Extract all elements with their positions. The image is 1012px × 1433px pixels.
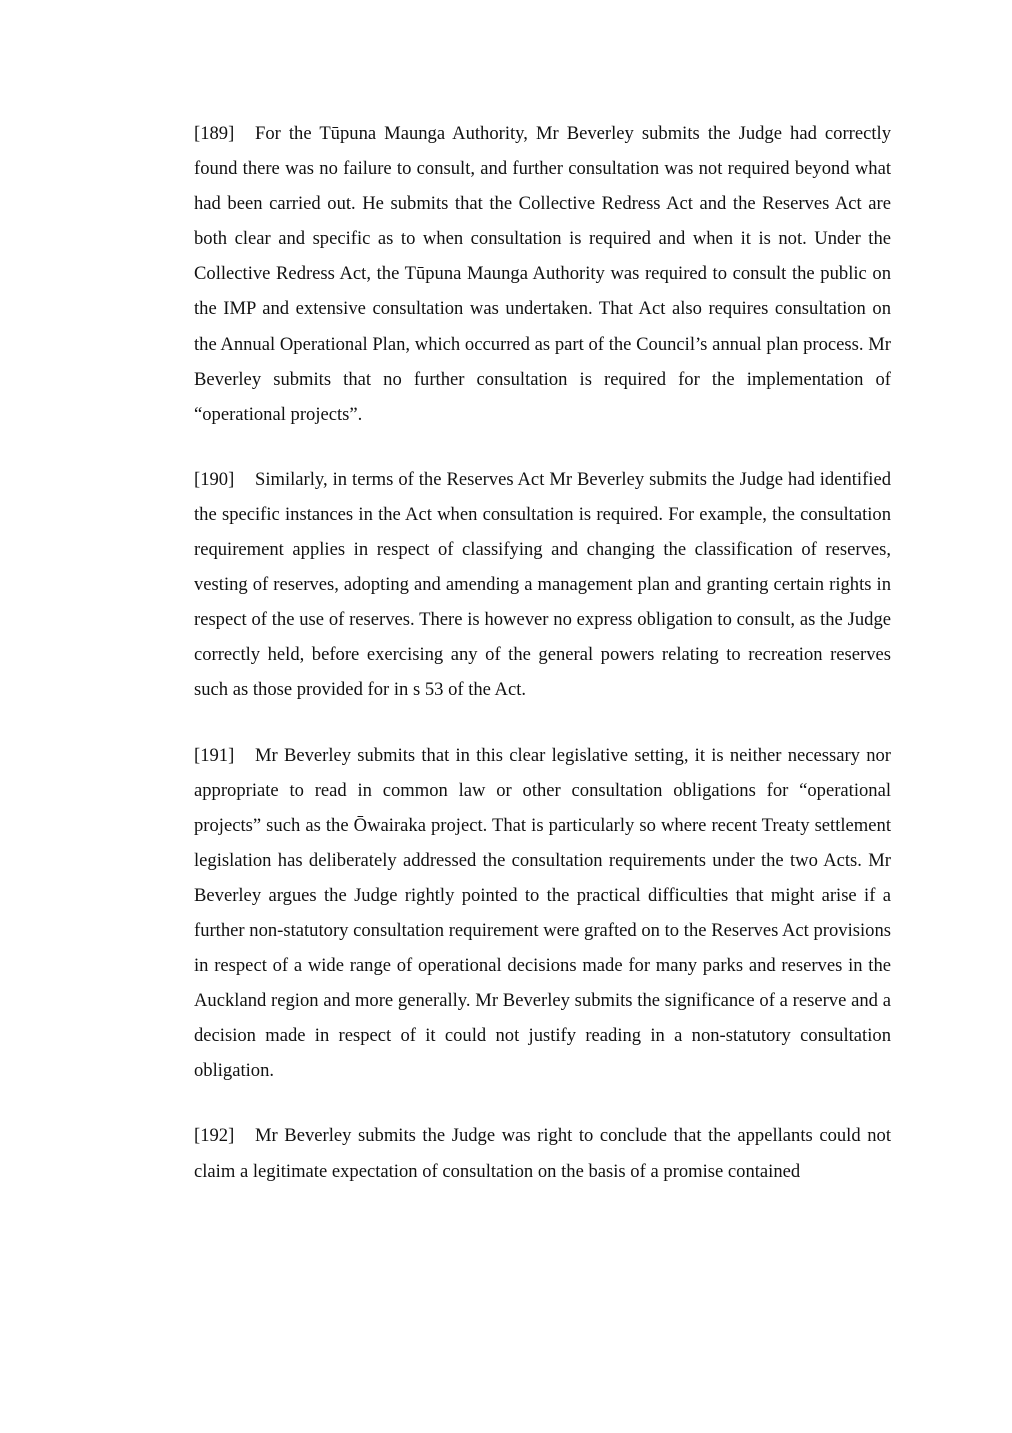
paragraph-192: [194, 1118, 891, 1188]
paragraph-190: [194, 462, 891, 708]
paragraph-text: For the Tūpuna Maunga Authority, Mr Beverley submits the Judge had correctly found there was no failure to consult, and further consultation was not required beyond what had been carried out. He submits that the Collective Redress Act and the Reserves Act are both clear and specific as to when consultation is required and when it is not. Under the Collective Redress Act, the Tūpuna Maunga Authority was required to consult the public on the IMP and extensive consultation was undertaken. That Act also requires consultation on the Annual Operational Plan, which occurred as part of the Council’s annual plan process. Mr Beverley submits that no further consultation is required for the implementation of “operational projects”.: [194, 123, 891, 425]
paragraph-number: [189]: [194, 123, 235, 144]
paragraph-191: [194, 738, 891, 1089]
paragraph-text: Mr Beverley submits the Judge was right to conclude that the appellants could not claim a legitimate expectation of consultation on the basis of a promise contained: [194, 1125, 891, 1182]
paragraph-189: [194, 116, 891, 432]
paragraph-number: [191]: [194, 744, 235, 766]
paragraph-text: Mr Beverley submits that in this clear legislative setting, it is neither necessary nor appropriate to read in common law or other consultation obligations for “operational projects” such as the Ōwairaka project. That is particularly so where recent Treaty settlement legislation has deliberately addressed the consultation requirements under the two Acts. Mr Beverley argues the Judge rightly pointed to the practical difficulties that might arise if a further non-statutory consultation requirement were grafted on to the Reserves Act provisions in respect of a wide range of operational decisions made for many parks and reserves in the Auckland region and more generally. Mr Beverley submits the significance of a reserve and a decision made in respect of it could not justify reading in a non-statutory consultation obligation.: [194, 744, 891, 1082]
document-body: [194, 116, 891, 1219]
paragraph-number: [190]: [194, 468, 235, 490]
paragraph-number: [192]: [194, 1125, 235, 1147]
paragraph-text: Similarly, in terms of the Reserves Act Mr Beverley submits the Judge had identified the specific instances in the Act when consultation is required. For example, the consultation requirement applies in respect of classifying and changing the classification of reserves, vesting of reserves, adopting and amending a management plan and granting certain rights in respect of the use of reserves. There is however no express obligation to consult, as the Judge correctly held, before exercising any of the general powers relating to recreation reserves such as those provided for in s 53 of the Act.: [194, 468, 891, 701]
